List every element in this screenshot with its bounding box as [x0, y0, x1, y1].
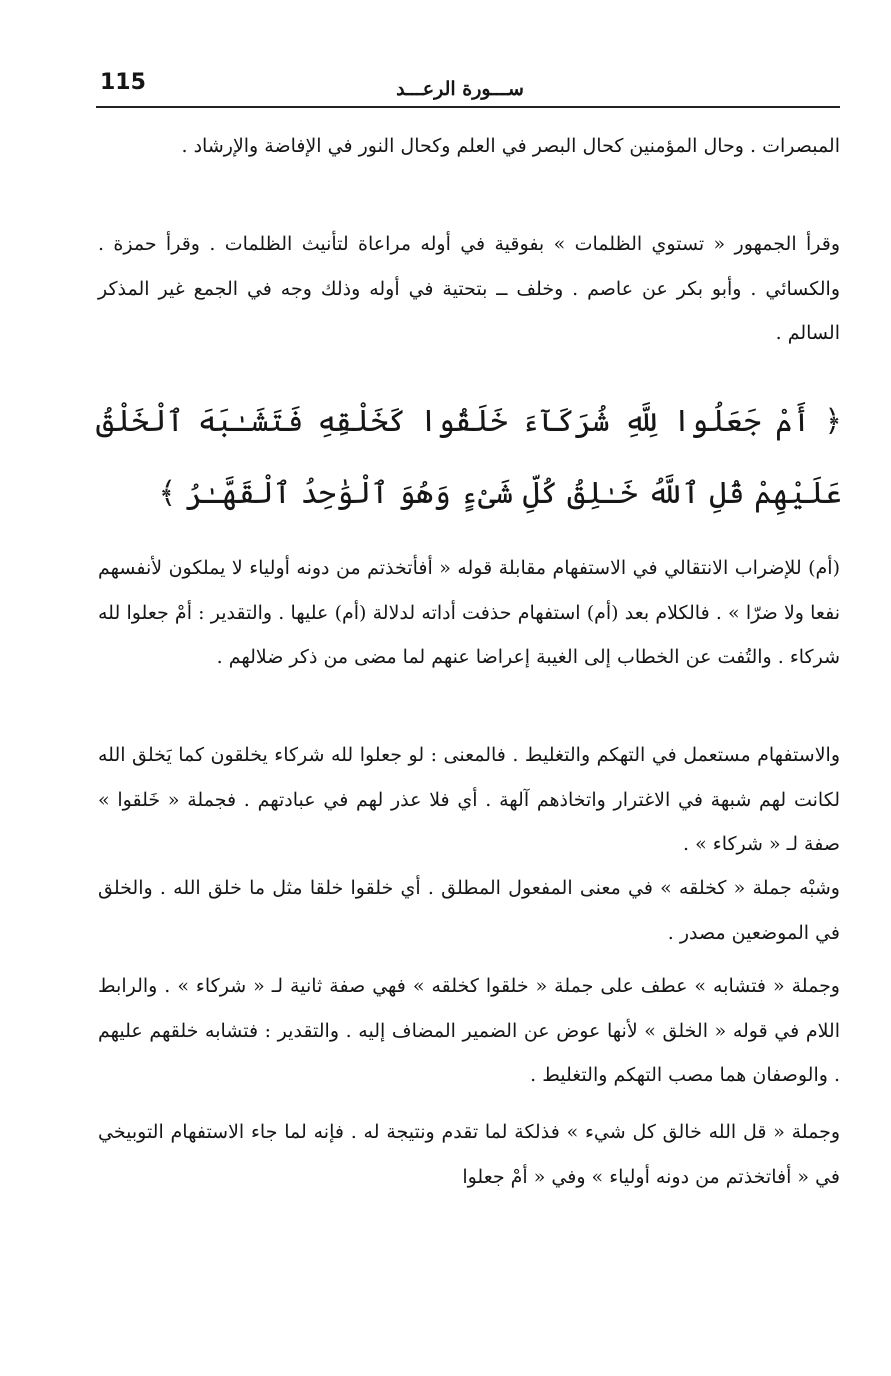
paragraph-4: والاستفهام مستعمل في التهكم والتغليط . فالمعنى : لو جعلوا لله شركاء يخلقون كما يَخلق الله لكانت لهم شبهة في الاغترار واتخاذهم آلهة . أي فلا عذر لهم في عبادتهم . فجملة « خَلقوا » صفة لـ « شركاء » . [98, 744, 840, 855]
paragraph-5: وشبْه جملة « كخلقه » في معنى المفعول المطلق . أي خلقوا خلقا مثل ما خلق الله . والخلق في الموضعين مصدر . [98, 877, 840, 944]
paragraph-3: (أم) للإضراب الانتقالي في الاستفهام مقابلة قوله « أفأتخذتم من دونه أولياء لا يملكون لأنفسهم نفعا ولا ضرّا » . فالكلام بعد (أم) استفهام حذفت أداته لدلالة (أم) عليها . والتقدير : أمْ جعلوا لله شركاء . والتُفت عن الخطاب إلى الغيبة إعراضا عنهم لما مضى من ذكر ضلالهم . [98, 557, 840, 668]
page-number: 115 [100, 70, 146, 95]
quran-verse: ﴿ أَمْ جَعَلُوا لِلَّهِ شُرَكَآءَ خَلَقُوا كَخَلْقِهِ فَتَشَـٰبَهَ ٱلْخَلْقُ عَلَيْهِمْ قُلِ ٱللَّهُ خَـٰلِقُ كُلِّ شَىْءٍ وَهُوَ ٱلْوَٰحِدُ ٱلْقَهَّـٰرُ ﴾ [96, 404, 842, 511]
running-head-title: ســـورة الرعـــد [396, 78, 524, 100]
paragraph-1: المبصرات . وحال المؤمنين كحال البصر في العلم وكحال النور في الإفاضة والإرشاد . [181, 135, 840, 157]
header-divider [96, 106, 840, 108]
paragraph-7: وجملة « قل الله خالق كل شيء » فذلكة لما تقدم ونتيجة له . فإنه لما جاء الاستفهام التوبيخي في « أفاتخذتم من دونه أولياء » وفي « أمْ جعلوا [98, 1121, 840, 1188]
paragraph-2: وقرأ الجمهور « تستوي الظلمات » بفوقية في أوله مراعاة لتأنيث الظلمات . وقرأ حمزة . والكسائي . وأبو بكر عن عاصم . وخلف ــ بتحتية في أوله وذلك وجه في الجمع غير المذكر السالم . [98, 233, 840, 344]
paragraph-6: وجملة « فتشابه » عطف على جملة « خلقوا كخلقه » فهي صفة ثانية لـ « شركاء » . والرابط اللام في قوله « الخلق » لأنها عوض عن الضمير المضاف إليه . والتقدير : فتشابه خلقهم عليهم . والوصفان هما مصب التهكم والتغليط . [98, 975, 840, 1086]
